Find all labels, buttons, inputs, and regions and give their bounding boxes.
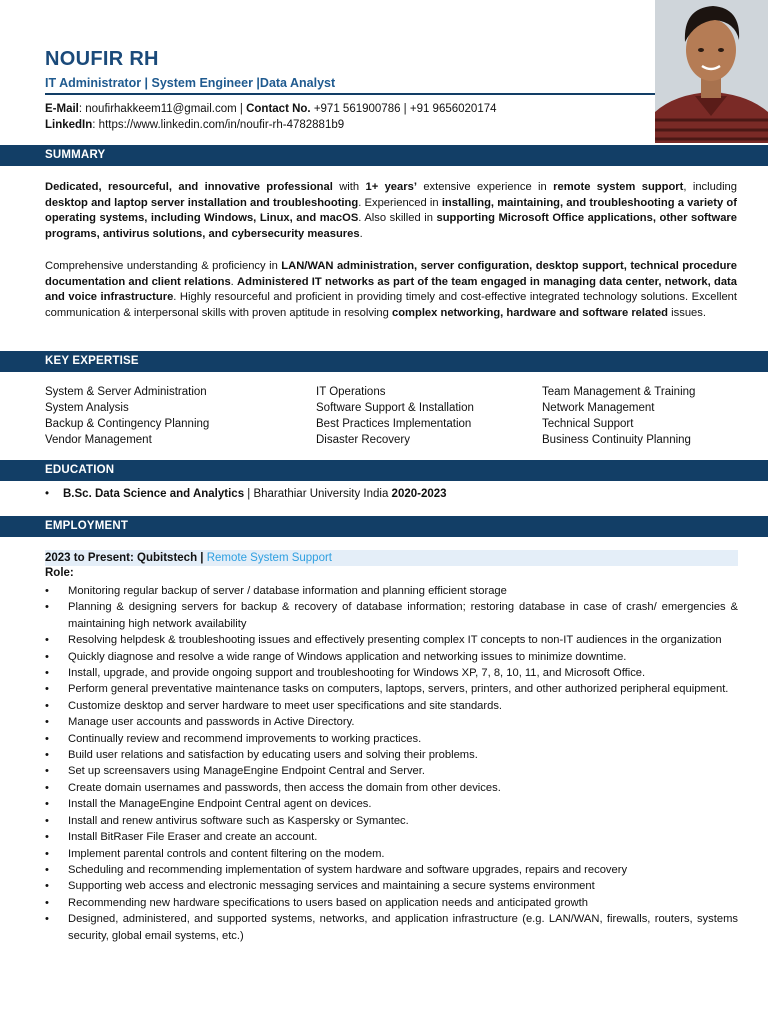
candidate-subtitle: IT Administrator | System Engineer |Data Analyst bbox=[45, 76, 336, 90]
duty-item: • Build user relations and satisfaction by educating users and solving their problems. bbox=[45, 747, 738, 763]
duty-item: • Monitoring regular backup of server / database information and planning efficient storage bbox=[45, 583, 738, 599]
duties-list bbox=[45, 583, 738, 944]
summary-text-run: installing, maintaining, and troubleshooting a variety of operating systems, including Windows, Linux, and macOS bbox=[45, 196, 737, 225]
duty-item: • Install the ManageEngine Endpoint Central agent on devices. bbox=[45, 796, 738, 812]
email-value[interactable]: : noufirhakkeem11@gmail.com | bbox=[78, 103, 247, 115]
summary-text-run: , including bbox=[683, 181, 737, 193]
duty-item: • Supporting web access and electronic messaging services and maintaining a secure systems environment bbox=[45, 878, 738, 894]
contact-line bbox=[45, 101, 497, 117]
expertise-item: Network Management bbox=[542, 402, 655, 414]
duty-item: • Manage user accounts and passwords in Active Directory. bbox=[45, 714, 738, 730]
section-header-employment: EMPLOYMENT bbox=[0, 516, 768, 537]
duty-item: • Scheduling and recommending implementation of system hardware and software upgrades, repairs and recovery bbox=[45, 862, 738, 878]
summary-text-run: . bbox=[359, 227, 363, 240]
summary-text-run: . Also skilled in bbox=[358, 212, 437, 225]
section-header-education: EDUCATION bbox=[0, 460, 768, 481]
summary-text-run: 1+ years’ bbox=[365, 181, 417, 193]
duty-item: • Implement parental controls and content filtering on the modem. bbox=[45, 846, 738, 862]
candidate-name: NOUFIR RH bbox=[45, 48, 159, 70]
role-label: Role: bbox=[45, 567, 74, 579]
duty-item: • Install and renew antivirus software such as Kaspersky or Symantec. bbox=[45, 813, 738, 829]
expertise-item: System Analysis bbox=[45, 402, 129, 414]
expertise-item: IT Operations bbox=[316, 386, 386, 398]
summary-paragraph-2 bbox=[45, 259, 737, 321]
education-entry bbox=[45, 488, 447, 500]
header-divider bbox=[45, 93, 655, 95]
expertise-item: Vendor Management bbox=[45, 434, 152, 446]
duty-item: • Quickly diagnose and resolve a wide range of Windows application and networking issues to minimize downtime. bbox=[45, 649, 738, 665]
summary-text-run: complex networking, hardware and software related bbox=[391, 306, 669, 319]
summary-text-run: . bbox=[230, 275, 238, 288]
duty-item: • Planning & designing servers for backup & recovery of database information; restoring database in case of crash/ emergencies & maintaining high network availability bbox=[45, 599, 738, 632]
job-role-title: Remote System Support bbox=[206, 552, 332, 564]
expertise-column bbox=[45, 384, 316, 448]
expertise-column bbox=[542, 384, 695, 448]
duty-item: • Perform general preventative maintenance tasks on computers, laptops, servers, printers, and other authorized peripheral equipment. bbox=[45, 681, 738, 697]
summary-text-run: desktop and laptop server installation and troubleshooting bbox=[45, 196, 359, 209]
job-title-bar bbox=[45, 550, 738, 566]
summary-text-run: with bbox=[332, 181, 366, 193]
job-period-company: 2023 to Present: Qubitstech | bbox=[45, 552, 207, 564]
summary-text-run: . Experienced in bbox=[358, 196, 442, 209]
bullet-glyph: • bbox=[45, 488, 50, 500]
expertise-item: Business Continuity Planning bbox=[542, 434, 691, 446]
expertise-item: Backup & Contingency Planning bbox=[45, 418, 210, 430]
duty-item: • Continually review and recommend improvements to working practices. bbox=[45, 731, 738, 747]
profile-photo-illustration bbox=[655, 0, 768, 143]
profile-photo bbox=[655, 0, 768, 143]
summary-text-run: Administered IT networks as part of the team engaged in managing data center, network, data and voice infrastructure bbox=[45, 275, 738, 304]
summary-text-run: LAN/WAN administration, server configuration, desktop support, technical procedure documentation and client relations bbox=[45, 260, 737, 288]
summary-text-run: Comprehensive understanding & proficiency in bbox=[45, 260, 282, 272]
expertise-column bbox=[316, 384, 542, 448]
phone-label: Contact No. bbox=[246, 103, 311, 115]
linkedin-line bbox=[45, 117, 497, 133]
duty-item: • Designed, administered, and supported systems, networks, and application infrastructure (e.g. LAN/WAN, firewalls, routers, systems security, global email systems, etc.) bbox=[45, 911, 738, 944]
expertise-grid bbox=[45, 384, 745, 448]
education-years: 2020-2023 bbox=[391, 488, 447, 500]
summary-text-run: remote system support bbox=[553, 181, 684, 193]
summary-text-run: issues. bbox=[668, 306, 706, 319]
summary-text-run: Dedicated, resourceful, and innovative professional bbox=[45, 181, 333, 193]
expertise-item: System & Server Administration bbox=[45, 386, 207, 398]
linkedin-value[interactable]: : https://www.linkedin.com/in/noufir-rh-4782881b9 bbox=[92, 119, 345, 131]
duty-item: • Create domain usernames and passwords, then access the domain from other devices. bbox=[45, 780, 738, 796]
expertise-item: Disaster Recovery bbox=[316, 434, 410, 446]
summary-text-run: . Highly resourceful and proficient in providing timely and cost-effective integrated technology solutions. Excellent communication & interpersonal skills with proven aptitude in resolving bbox=[45, 291, 737, 319]
expertise-item: Best Practices Implementation bbox=[316, 418, 472, 430]
expertise-item: Software Support & Installation bbox=[316, 402, 474, 414]
duty-item: • Customize desktop and server hardware to meet user specifications and site standards. bbox=[45, 698, 738, 714]
summary-text-run: supporting Microsoft Office applications, other software programs, antivirus solutions, and cybersecurity measures bbox=[45, 212, 738, 240]
phone-value: +971 561900786 | +91 9656020174 bbox=[310, 103, 497, 115]
duty-item: • Set up screensavers using ManageEngine Endpoint Central and Server. bbox=[45, 763, 738, 779]
linkedin-label: LinkedIn bbox=[45, 119, 93, 131]
duty-item: • Install BitRaser File Eraser and create an account. bbox=[45, 829, 738, 845]
education-institution: | Bharathiar University India bbox=[244, 488, 392, 500]
summary-paragraph-1 bbox=[45, 180, 737, 242]
summary-text-run: extensive experience in bbox=[416, 181, 554, 193]
contact-info bbox=[45, 101, 497, 133]
duty-item: • Install, upgrade, and provide ongoing support and troubleshooting for Windows XP, 7, 8, 10, 11, and Microsoft Office. bbox=[45, 665, 738, 681]
education-degree: B.Sc. Data Science and Analytics bbox=[63, 488, 245, 500]
expertise-item: Team Management & Training bbox=[542, 386, 696, 398]
duty-item: • Resolving helpdesk & troubleshooting issues and effectively presenting complex IT concepts to non-IT audiences in the organization bbox=[45, 632, 738, 648]
section-header-expertise: KEY EXPERTISE bbox=[0, 351, 768, 372]
duty-item: • Recommending new hardware specifications to users based on application needs and anticipated growth bbox=[45, 895, 738, 911]
header bbox=[45, 48, 159, 71]
expertise-item: Technical Support bbox=[542, 418, 634, 430]
section-header-summary: SUMMARY bbox=[0, 145, 768, 166]
email-label: E-Mail bbox=[45, 103, 79, 115]
